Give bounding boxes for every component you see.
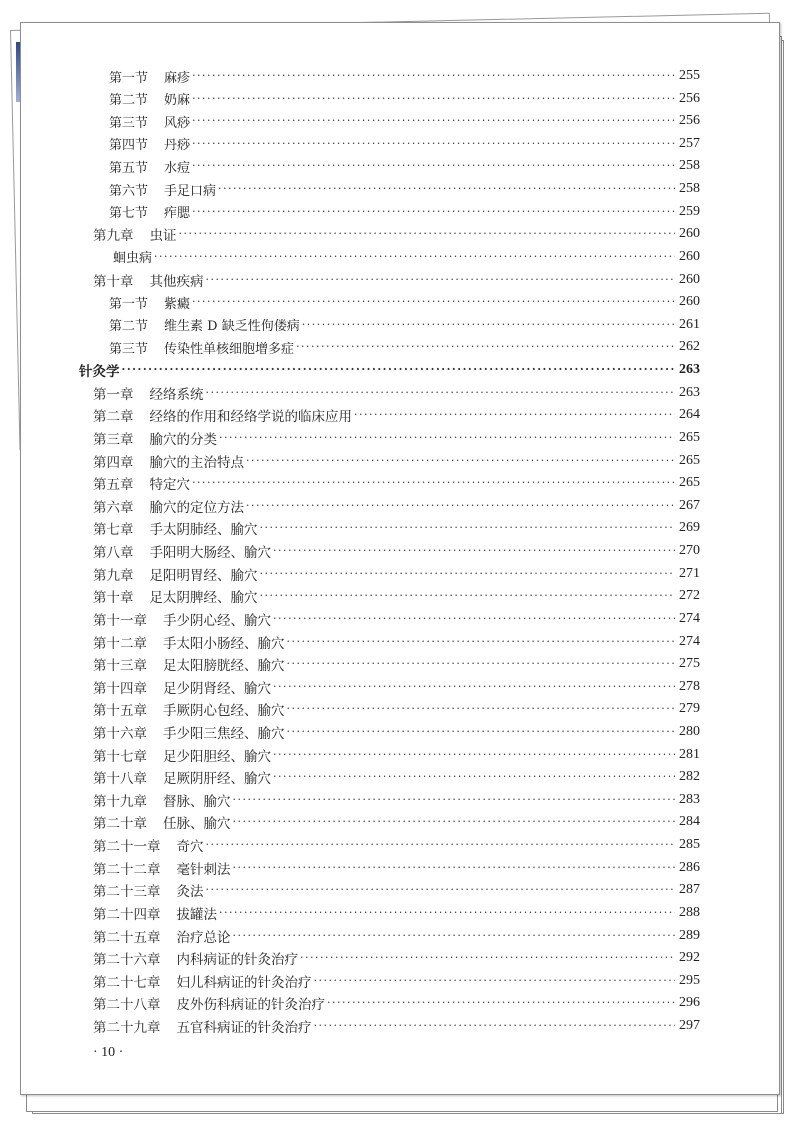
toc-entry-number: 第二十三章 (93, 884, 161, 901)
dot-leader (260, 585, 676, 607)
dot-leader (192, 201, 675, 223)
toc-entry-number: 第四章 (93, 454, 134, 471)
toc-entry-title: 风痧 (164, 115, 191, 131)
toc-section-entry[interactable] (109, 336, 705, 358)
toc-entry-title: 手太阳小肠经、腧穴 (163, 635, 285, 652)
toc-chapter-entry[interactable] (93, 744, 705, 766)
toc-entry-number: 第十九章 (93, 793, 147, 810)
dot-leader (287, 698, 676, 720)
dot-leader (233, 857, 676, 879)
dot-leader (206, 879, 676, 901)
toc-entry-title: 水痘 (164, 160, 191, 176)
dot-leader (192, 133, 675, 155)
dot-leader (273, 608, 675, 630)
dot-leader (287, 721, 676, 743)
toc-entry-number: 第十八章 (93, 771, 147, 788)
dot-leader (287, 653, 676, 675)
toc-entry-number: 第七章 (93, 522, 134, 539)
toc-entry-number: 第二十章 (93, 816, 147, 833)
toc-entry-number: 第二十九章 (93, 1020, 161, 1037)
dot-leader (354, 404, 675, 426)
toc-chapter-entry[interactable] (93, 269, 705, 291)
toc-entry-number: 第十六章 (93, 725, 147, 742)
dot-leader (206, 382, 676, 404)
toc-entry-number: 第十三章 (93, 658, 147, 675)
toc-entry-title: 手厥阴心包经、腧穴 (163, 703, 285, 720)
toc-page-number: 283 (679, 791, 700, 807)
toc-page-number: 255 (679, 68, 700, 83)
toc-entry-title: 治疗总论 (176, 929, 231, 946)
toc-entry-title: 丹痧 (164, 138, 191, 154)
toc-chapter-entry[interactable] (93, 676, 705, 698)
toc-page-number: 258 (679, 158, 700, 174)
toc-entry-title: 手少阴心经、腧穴 (163, 612, 271, 629)
toc-chapter-entry[interactable] (93, 857, 705, 879)
toc-page-number: 274 (679, 633, 700, 649)
toc-chapter-entry[interactable] (93, 540, 705, 562)
toc-page-number: 256 (679, 113, 700, 129)
dot-leader (314, 1015, 676, 1037)
toc-chapter-entry[interactable] (93, 608, 705, 630)
toc-chapter-entry[interactable] (93, 902, 705, 924)
toc-entry-title: 灸法 (176, 884, 204, 901)
dot-leader (246, 495, 675, 517)
toc-page-number: 261 (679, 316, 700, 332)
toc-page-number: 264 (679, 407, 700, 423)
toc-entry-title: 手太阴肺经、腧穴 (149, 522, 258, 539)
toc-entry-number: 第十章 (93, 273, 134, 290)
toc-page-number: 296 (679, 995, 700, 1011)
toc-page-number: 257 (679, 135, 700, 151)
toc-entry-number: 第二节 (109, 319, 149, 335)
toc-chapter-entry[interactable] (93, 879, 705, 901)
toc-chapter-entry[interactable] (93, 970, 705, 992)
toc-entry-title: 足厥阴肝经、腧穴 (163, 771, 271, 788)
toc-page-number: 286 (679, 859, 700, 875)
dot-leader (273, 540, 675, 562)
toc-page-number: 259 (679, 203, 700, 219)
toc-page-number: 271 (679, 565, 700, 581)
toc-entry-title: 传染性单核细胞增多症 (164, 341, 295, 357)
dot-leader (314, 970, 676, 992)
toc-entry-title: 督脉、腧穴 (163, 793, 231, 810)
toc-page-number: 279 (679, 701, 700, 717)
toc-chapter-entry[interactable] (93, 721, 705, 743)
toc-page-number: 295 (679, 972, 700, 988)
toc-chapter-entry[interactable] (93, 631, 705, 653)
toc-section-entry[interactable] (109, 201, 705, 223)
toc-entry-title: 特定穴 (149, 477, 190, 494)
toc-entry-title: 腧穴的分类 (149, 431, 217, 448)
toc-entry-title: 足太阳膀胱经、腧穴 (163, 658, 285, 675)
toc-page-number: 272 (679, 588, 700, 604)
toc-chapter-entry[interactable] (93, 789, 705, 811)
toc-page-number: 278 (679, 678, 700, 694)
toc-entry-title: 足阳明胃经、腧穴 (149, 567, 258, 584)
toc-page-number: 284 (679, 814, 700, 830)
dot-leader (154, 246, 675, 268)
toc-chapter-entry[interactable] (93, 834, 705, 856)
toc-entry-title: 手少阳三焦经、腧穴 (163, 725, 285, 742)
toc-entry-number: 第七节 (109, 206, 149, 222)
toc-entry-number: 第二十八章 (93, 997, 161, 1014)
toc-section-entry[interactable] (109, 88, 705, 110)
dot-leader (218, 178, 675, 200)
toc-page-number: 260 (679, 271, 700, 287)
toc-entry-title: 拔罐法 (176, 906, 217, 923)
toc-entry-number: 第六章 (93, 499, 134, 516)
toc-chapter-entry[interactable] (93, 766, 705, 788)
toc-entry-title: 手阳明大肠经、腧穴 (149, 545, 271, 562)
toc-page-number: 265 (679, 429, 700, 445)
toc-page-number: 280 (679, 723, 700, 739)
dot-leader (273, 744, 675, 766)
toc-entry-number: 第十七章 (93, 748, 147, 765)
toc-entry-number: 第五章 (93, 477, 134, 494)
toc-entry-title: 经络的作用和经络学说的临床应用 (149, 409, 352, 426)
toc-chapter-entry[interactable] (93, 585, 705, 607)
toc-entry-number: 第一节 (109, 296, 149, 312)
toc-entry-number: 第四节 (109, 138, 149, 154)
toc-page-number: 275 (679, 656, 700, 672)
toc-entry-title: 足太阴脾经、腧穴 (149, 590, 258, 607)
toc-entry-number: 第五节 (109, 160, 149, 176)
toc-section-entry[interactable] (109, 178, 705, 200)
dot-leader (206, 269, 676, 291)
toc-chapter-entry[interactable] (93, 925, 705, 947)
toc-entry-number: 第十五章 (93, 703, 147, 720)
toc-entry-title: 五官科病证的针灸治疗 (176, 1020, 312, 1037)
toc-entry-title: 经络系统 (149, 386, 204, 403)
dot-leader (192, 155, 675, 177)
dot-leader (260, 517, 676, 539)
toc-chapter-entry[interactable] (93, 992, 705, 1014)
dot-leader (192, 110, 675, 132)
toc-page-number: 288 (679, 904, 700, 920)
dot-leader (246, 450, 675, 472)
dot-leader (273, 676, 675, 698)
toc-chapter-entry[interactable] (93, 495, 705, 517)
toc-page-number: 263 (679, 384, 700, 400)
toc-entry-number: 第八章 (93, 545, 134, 562)
dot-leader (192, 88, 675, 110)
toc-section-entry[interactable] (109, 65, 705, 87)
dot-leader (296, 336, 675, 358)
dot-leader (260, 563, 676, 585)
dot-leader (273, 766, 675, 788)
toc-page-number: 282 (679, 769, 700, 785)
toc-chapter-entry[interactable] (93, 427, 705, 449)
toc-chapter-entry[interactable] (93, 472, 705, 494)
dot-leader (233, 925, 676, 947)
toc-page-number: 265 (679, 452, 700, 468)
toc-entry-title: 其他疾病 (149, 273, 204, 290)
toc-chapter-entry[interactable] (93, 811, 705, 833)
toc-entry-title: 蛔虫病 (113, 251, 153, 267)
toc-page-number: 262 (679, 339, 700, 355)
toc-entry-number: 第三章 (93, 431, 134, 448)
toc-page-number: 281 (679, 746, 700, 762)
toc-entry-title: 痄腮 (164, 206, 191, 222)
toc-page-number: 285 (679, 837, 700, 853)
toc-section-entry[interactable] (109, 314, 705, 336)
toc-entry-title: 任脉、腧穴 (163, 816, 231, 833)
dot-leader (122, 359, 676, 381)
toc-chapter-entry[interactable] (93, 698, 705, 720)
toc-entry-number: 第二十二章 (93, 861, 161, 878)
toc-chapter-entry[interactable] (93, 563, 705, 585)
toc-entry-title: 手足口病 (164, 183, 217, 199)
toc-entry-title: 足少阳胆经、腧穴 (163, 748, 271, 765)
toc-entry-title: 紫癜 (164, 296, 191, 312)
toc-page-number: 256 (679, 90, 700, 106)
toc-entry-number: 第二节 (109, 93, 149, 109)
dot-leader (300, 947, 675, 969)
toc-page-number: 267 (679, 497, 700, 513)
toc-entry-title: 针灸学 (79, 364, 120, 381)
dot-leader (287, 631, 676, 653)
toc-entry-title: 虫证 (149, 228, 177, 245)
toc-chapter-entry[interactable] (93, 404, 705, 426)
toc-entry-number: 第十章 (93, 590, 134, 607)
toc-entry-number: 第二十五章 (93, 929, 161, 946)
toc-page-number: 287 (679, 882, 700, 898)
toc-section-entry[interactable] (113, 246, 705, 268)
toc-entry-number: 第十四章 (93, 680, 147, 697)
toc-page-number: 297 (679, 1018, 700, 1034)
toc-section-entry[interactable] (109, 291, 705, 313)
toc-entry-number: 第二十四章 (93, 906, 161, 923)
toc-page-number: 263 (679, 362, 700, 378)
toc-section-entry[interactable] (109, 155, 705, 177)
toc-part-heading[interactable] (79, 359, 705, 381)
toc-page-number: 292 (679, 950, 700, 966)
toc-page-number: 265 (679, 475, 700, 491)
toc-chapter-entry[interactable] (93, 517, 705, 539)
dot-leader (206, 834, 676, 856)
toc-entry-title: 腧穴的定位方法 (149, 499, 244, 516)
dot-leader (192, 291, 675, 313)
toc-entry-number: 第九章 (93, 228, 134, 245)
toc-entry-title: 腧穴的主治特点 (149, 454, 244, 471)
toc-page-number: 270 (679, 543, 700, 559)
toc-entry-title: 内科病证的针灸治疗 (176, 952, 298, 969)
toc-section-entry[interactable] (109, 133, 705, 155)
dot-leader (192, 65, 675, 87)
toc-chapter-entry[interactable] (93, 947, 705, 969)
toc-page-number: 269 (679, 520, 700, 536)
dot-leader (302, 314, 675, 336)
toc-entry-number: 第二十六章 (93, 952, 161, 969)
dot-leader (192, 472, 675, 494)
toc-entry-title: 奇穴 (176, 839, 204, 856)
toc-page-number: 260 (679, 248, 700, 264)
toc-entry-title: 维生素 D 缺乏性佝偻病 (164, 319, 300, 335)
toc-entry-number: 第六节 (109, 183, 149, 199)
toc-entry-number: 第十一章 (93, 612, 147, 629)
toc-entry-number: 第三节 (109, 341, 149, 357)
toc-entry-number: 第一章 (93, 386, 134, 403)
toc-entry-title: 足少阴肾经、腧穴 (163, 680, 271, 697)
toc-entry-number: 第一节 (109, 70, 149, 86)
toc-page-number: 260 (679, 226, 700, 242)
toc-entry-number: 第二十七章 (93, 974, 161, 991)
dot-leader (233, 789, 676, 811)
toc-entry-title: 妇儿科病证的针灸治疗 (176, 974, 312, 991)
toc-entry-number: 第九章 (93, 567, 134, 584)
toc-entry-title: 皮外伤科病证的针灸治疗 (176, 997, 325, 1014)
toc-page-number: 260 (679, 294, 700, 310)
toc-page-number: 274 (679, 610, 700, 626)
dot-leader (179, 223, 676, 245)
dot-leader (219, 427, 675, 449)
toc-chapter-entry[interactable] (93, 223, 705, 245)
toc-chapter-entry[interactable] (93, 653, 705, 675)
toc-entry-title: 毫针刺法 (176, 861, 231, 878)
page-number: · 10 · (93, 1045, 124, 1060)
toc-page-number: 258 (679, 181, 700, 197)
toc-entry-title: 麻疹 (164, 70, 191, 86)
toc-page-number: 289 (679, 927, 700, 943)
toc-chapter-entry[interactable] (93, 450, 705, 472)
dot-leader (219, 902, 675, 924)
toc-entry-number: 第三节 (109, 115, 149, 131)
toc-chapter-entry[interactable] (93, 1015, 705, 1037)
dot-leader (233, 811, 676, 833)
toc-page (20, 22, 780, 1095)
toc-section-entry[interactable] (109, 110, 705, 132)
dot-leader (327, 992, 675, 1014)
toc-entry-title: 奶麻 (164, 93, 191, 109)
toc-entry-number: 第二十一章 (93, 839, 161, 856)
toc-entry-number: 第二章 (93, 409, 134, 426)
toc-entry-number: 第十二章 (93, 635, 147, 652)
toc-chapter-entry[interactable] (93, 382, 705, 404)
